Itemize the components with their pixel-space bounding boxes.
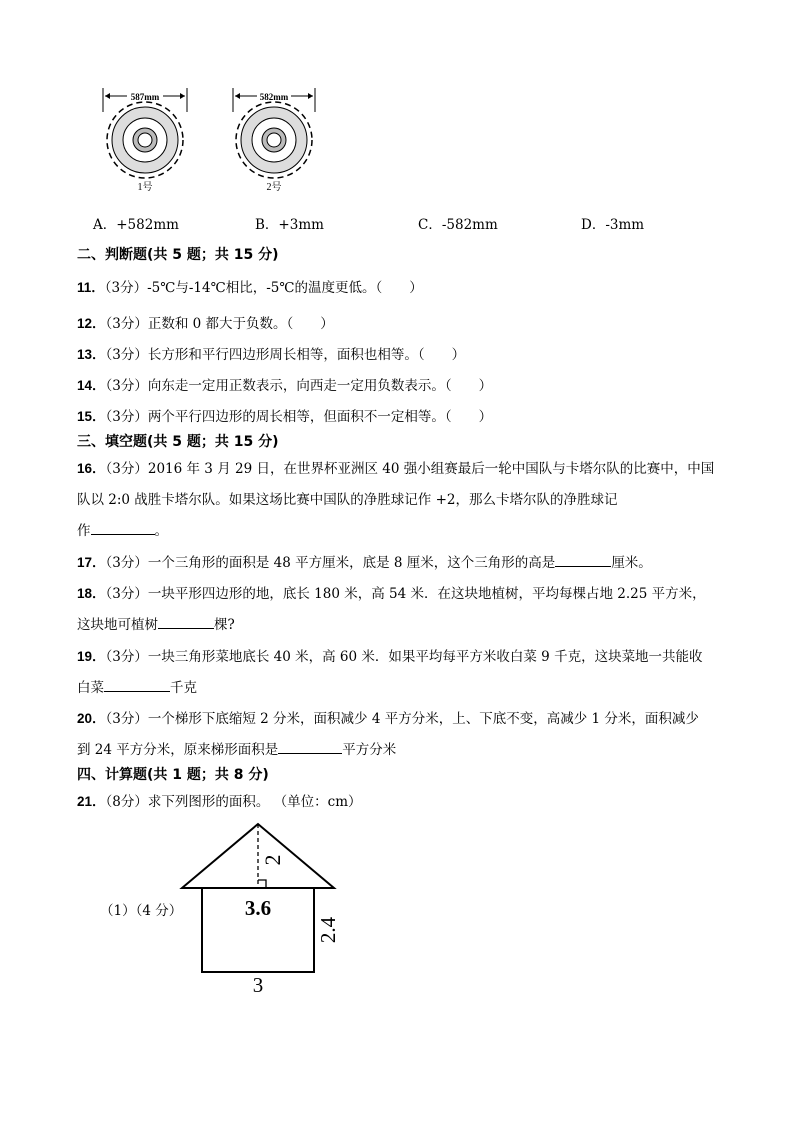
question-17: 17．（3分）一个三角形的面积是 48 平方厘米，底是 8 厘米，这个三角形的高是 厘米。 [77,555,652,571]
question-20-line1: 20．（3分）一个梯形下底缩短 2 分米，面积减少 4 平方分米，上、下底不变，高减少 1 分米，面积减少 [77,711,699,727]
gear-icon [107,102,183,178]
label-height: 2 [260,854,285,866]
question-19-line1: 19．（3分）一块三角形菜地底长 40 米，高 60 米．如果平均每平方米收白菜 9 千克，这块菜地一共能收 [77,649,703,665]
gear-icon [236,102,312,178]
answer-blank[interactable] [158,628,214,629]
option-c: C．-582mm [418,217,498,233]
question-11: 11．（3分）-5℃与-14℃相比，-5℃的温度更低。（ ） [77,280,423,296]
option-b: B．+3mm [255,217,324,233]
answer-blank[interactable] [104,691,170,692]
question-20-line2: 到 24 平方分米，原来梯形面积是 平方分米 [77,742,397,758]
answer-blank[interactable] [91,534,155,535]
question-21: 21．（8分）求下列图形的面积。 （单位：cm） [77,794,362,810]
right-angle-mark [258,880,266,888]
gear2-label: 2号 [266,182,282,193]
option-a: A．+582mm [93,217,179,233]
gear-figure-1 [97,82,193,198]
question-16-line1: 16．（3分）2016 年 3 月 29 日，在世界杯亚洲区 40 强小组赛最后一轮中国队与卡塔尔队的比赛中，中国 [77,461,715,477]
gear1-label: 1号 [137,182,153,193]
question-18-line2: 这块地可植树 棵? [77,617,235,633]
question-14: 14．（3分）向东走一定用正数表示，向西走一定用负数表示。（ ） [77,378,493,394]
section-4-title: 四、计算题(共 1 题；共 8 分) [77,767,269,783]
section-3-title: 三、填空题(共 5 题；共 15 分) [77,434,279,450]
question-12: 12．（3分）正数和 0 都大于负数。（ ） [77,316,334,332]
label-bottom: 3 [252,973,264,997]
question-19-line2: 白菜 千克 [77,680,197,696]
question-13: 13．（3分）长方形和平行四边形周长相等，面积也相等。（ ） [77,347,466,363]
question-15: 15．（3分）两个平行四边形的周长相等，但面积不一定相等。（ ） [77,409,493,425]
question-18-line1: 18．（3分）一块平形四边形的地，底长 180 米，高 54 米．在这块地植树，平均每棵占地 2.25 平方米， [77,586,706,602]
gear-figure-2 [229,82,325,198]
house-figure [176,818,346,1002]
answer-blank[interactable] [278,753,342,754]
label-side: 2.4 [316,916,340,944]
answer-blank[interactable] [555,566,611,567]
label-base: 3.6 [244,896,272,920]
question-16-line3: 作 。 [77,523,168,539]
gear2-measure: 582mm [259,92,289,102]
gear1-measure: 587mm [130,92,160,102]
question-16-line2: 队以 2:0 战胜卡塔尔队。如果这场比赛中国队的净胜球记作 +2，那么卡塔尔队的净胜球记 [77,492,618,508]
question-21-sub-1: （1）（4 分） [100,903,183,919]
option-d: D．-3mm [581,217,645,233]
section-2-title: 二、判断题(共 5 题；共 15 分) [77,247,279,263]
